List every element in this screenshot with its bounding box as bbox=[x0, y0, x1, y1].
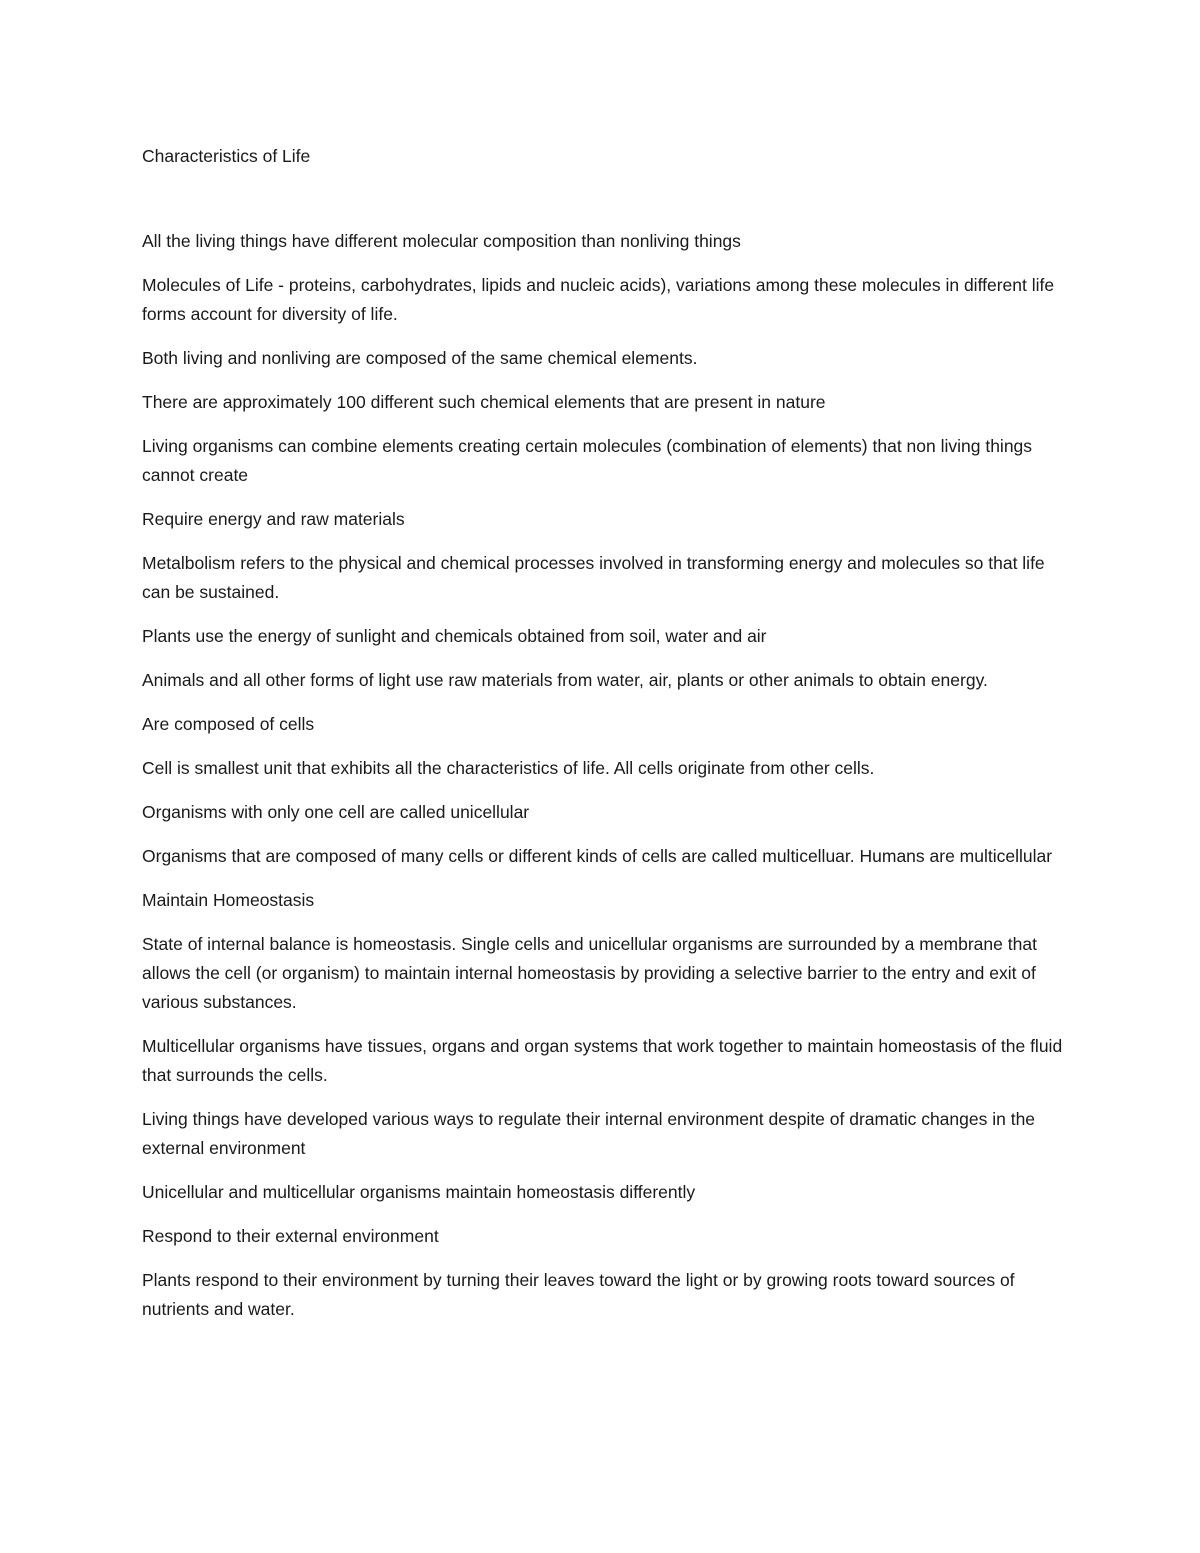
paragraph-7: Metalbolism refers to the physical and chemical processes involved in transforming energy and molecules so that life can be sustained. bbox=[142, 553, 1045, 602]
paragraph-20: Plants respond to their environment by turning their leaves toward the light or by growing roots toward sources of nutrients and water. bbox=[142, 1270, 1015, 1319]
paragraph-1: All the living things have different molecular composition than nonliving things bbox=[142, 231, 741, 251]
paragraph-2: Molecules of Life - proteins, carbohydrates, lipids and nucleic acids), variations among these molecules in different life forms account for diversity of life. bbox=[142, 275, 1055, 324]
paragraph-10: Are composed of cells bbox=[142, 714, 315, 734]
paragraph-19: Respond to their external environment bbox=[142, 1226, 439, 1246]
paragraph-5: Living organisms can combine elements creating certain molecules (combination of elements) that non living things cannot create bbox=[142, 436, 1033, 485]
paragraph-9: Animals and all other forms of light use raw materials from water, air, plants or other animals to obtain energy. bbox=[142, 670, 988, 690]
document-body bbox=[142, 142, 1072, 1339]
paragraph-14: Maintain Homeostasis bbox=[142, 890, 315, 910]
paragraph-13: Organisms that are composed of many cells or different kinds of cells are called multicelluar. Humans are multicellular bbox=[142, 846, 1053, 866]
paragraph-15: State of internal balance is homeostasis. Single cells and unicellular organisms are surrounded by a membrane that allows the cell (or organism) to maintain internal homeostasis by providing a selective barrier to the entry and exit of various substances. bbox=[142, 934, 1037, 1012]
paragraph-3: Both living and nonliving are composed of the same chemical elements. bbox=[142, 348, 698, 368]
paragraph-4: There are approximately 100 different such chemical elements that are present in nature bbox=[142, 392, 826, 412]
paragraph-16: Multicellular organisms have tissues, organs and organ systems that work together to maintain homeostasis of the fluid that surrounds the cells. bbox=[142, 1036, 1063, 1085]
document-title: Characteristics of Life bbox=[142, 146, 311, 166]
paragraph-6: Require energy and raw materials bbox=[142, 509, 405, 529]
paragraph-8: Plants use the energy of sunlight and chemicals obtained from soil, water and air bbox=[142, 626, 767, 646]
paragraph-18: Unicellular and multicellular organisms maintain homeostasis differently bbox=[142, 1182, 696, 1202]
paragraph-17: Living things have developed various ways to regulate their internal environment despite of dramatic changes in the external environment bbox=[142, 1109, 1036, 1158]
paragraph-12: Organisms with only one cell are called unicellular bbox=[142, 802, 530, 822]
paragraph-11: Cell is smallest unit that exhibits all the characteristics of life. All cells originate from other cells. bbox=[142, 758, 875, 778]
